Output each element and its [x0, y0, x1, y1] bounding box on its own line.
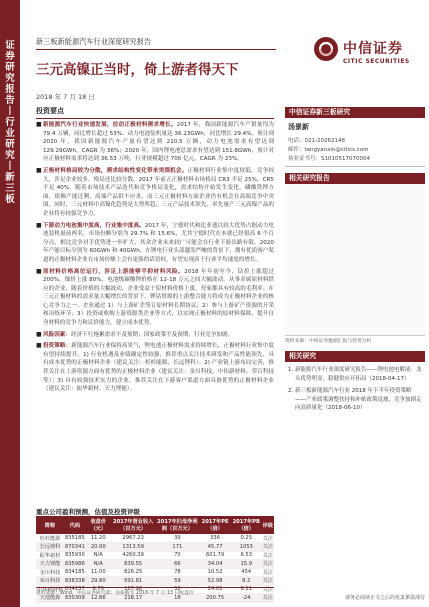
summary-paragraph: [36, 222, 274, 265]
table-cell: 835185: [64, 535, 85, 541]
table-cell: -24: [231, 594, 262, 603]
table-cell: 834185: [64, 569, 85, 576]
column-header: 2017年营业收入（百万元）: [111, 516, 156, 534]
table-cell: 29.80: [86, 577, 111, 586]
summary-body: [36, 121, 274, 503]
table-cell: 839.55: [111, 560, 156, 569]
table-cell: 1313.59: [111, 543, 156, 552]
right-column: [285, 107, 425, 421]
related-item-title[interactable]: 新能源汽车行业深度研究报告——锂电池电解液：龙头优势明显，稳健供应开拓局（2018-04-17）: [295, 367, 422, 382]
analyst-name: 汤景新: [288, 123, 309, 131]
table-cell: 171: [156, 543, 200, 552]
table-cell: 835986: [64, 560, 85, 567]
table-cell: 20.00: [86, 543, 111, 552]
citic-logo: [313, 28, 423, 74]
table-title: 重点公司盈利预测，估值及投资评级: [36, 508, 140, 516]
paragraph-text: 2017 年，宁德时代和比亚迪以较大优势占据动力电池装机量前两名，市场份额分别为 29.7% 和 15.6%，尤其宁德时代在本就已经很高 6 个百分点，相比竞争对手优势进一步扩大，其余企业未来较广可能会在行业下游出路有限。2020 年产能目标分别为 60GWh 和 40GWh，在锂电行业头部越发严峻的背景下，拥有优质客户渠道的正极材料企业在市场份额上会有更强的话语权，有望实现高于行业平均速度的增长。: [43, 222, 274, 263]
table-cell: 601.79: [199, 551, 231, 560]
table-cell: 振华新材: [36, 551, 64, 560]
table-cell: 6.53: [231, 551, 262, 560]
brand-name-cn: 中信证券: [343, 41, 403, 57]
summary-paragraph: [36, 331, 274, 340]
table-header-row: [36, 516, 274, 534]
table-cell: 10.52: [199, 568, 231, 577]
table-row: [36, 551, 274, 560]
summary-heading: 投资要点: [36, 106, 274, 119]
table-cell: 24.01: [199, 585, 231, 594]
table-cell: 2967.23: [111, 534, 156, 543]
table-cell: 870341: [64, 543, 85, 550]
table-cell: 关注: [262, 586, 273, 593]
related-item[interactable]: [288, 366, 422, 383]
table-cell: 关注: [262, 569, 273, 576]
table-cell: 834237: [64, 586, 85, 593]
paragraph-text: 经济下行拖累需求不及预期；国家政策不及预期；行业竞争加剧。: [70, 331, 234, 338]
table-cell: 591.81: [111, 577, 156, 586]
table-cell: 11.20: [86, 534, 111, 543]
table-cell: 454: [231, 568, 262, 577]
table-source: 资料来源：Wind，中信证券研究部；估值截至 2018 年 7 月 13 日收盘价: [36, 587, 274, 596]
table-cell: 关注: [262, 552, 273, 559]
column-header: 收盘价（元）: [86, 516, 111, 534]
table-cell: 15.9: [231, 560, 262, 569]
table-cell: 12.86: [86, 594, 111, 603]
table-row: [36, 534, 274, 543]
paragraph-lead: 原材料价格高位运行，涉足上游能够平抑材料风险。: [43, 268, 185, 275]
related-section-heading: 相关研究: [285, 351, 425, 362]
related-item-number: 2.: [288, 388, 294, 394]
chart-section: [285, 173, 425, 347]
paragraph-lead: 新能源汽车行业快速发展，拉动正极材料需求增长。: [43, 122, 177, 128]
table-cell: 52: [156, 585, 200, 594]
table-cell: 天池能源: [36, 594, 64, 603]
bullet-icon: ■: [36, 267, 42, 275]
table-cell: 8.2: [231, 577, 262, 586]
brand-name-en: CITIC SECURITIES: [343, 58, 410, 65]
table-cell: 0.25: [231, 534, 262, 543]
summary-paragraph: [36, 167, 274, 219]
column-header: 评级: [262, 516, 274, 534]
paragraph-text: 2017 年，我国新能源汽车产销量均为 79.4 万辆，同比增长超过 53%，动力电池装机量达 36.23GWh，同比增长 29.4%。预计到 2020 年，我国新能源汽车产量有望达到 210.5 万辆，动力电池需求有望达到 129.29GWh，CAGR 为 36%；2020 年，国内锂电池总需求有望达到 151.8GWh，预计对应正极材料需求将达到 36.53 万吨，行业规模超过 700 亿元，CAGR 为 23%。: [43, 122, 274, 163]
table-cell: 关注: [262, 561, 273, 568]
column-header: 代码: [64, 516, 86, 534]
paragraph-lead: 下游动力电池集中度高，行业集中度高。: [43, 222, 145, 229]
table-cell: 关注: [262, 578, 273, 585]
column-header: 2017年PB（倍）: [231, 516, 262, 534]
table-cell: N/A: [86, 560, 111, 569]
table-cell: 关注: [262, 544, 273, 551]
table-cell: 关注: [262, 535, 273, 542]
paragraph-text: 2018 年年初至今，钴价上涨超过 200%，镍价上涨 80%，电池级碳酸锂价格在 12-18 万元之间大幅波动。从事金属原材料供应的企业，随着价格的大幅波动，企业受益于原材料价格上涨，每家都具有较高的毛利率。在三元正极材料的需求量大幅增长的背景下，锂钴资源的上游整合能力将成为正极材料企业的核心竞争力之一。企业通过 1）与上游矿企签订原材料长期协议；2）参与上游矿产资源的开采和冶炼环节；3）投资或收购上游资源类企业等方式，以实现正极材料的原材料保障，提升自身材料的竞争力和议价能力，建立成本优势。: [43, 268, 274, 327]
paragraph-text: 新能源汽车行业保持高景气，锂电池正极材料需求持续增长，正极材料行业集中度有望持续提升。1) 行业机遇及业绩确定性较强，推荐重点关注技术研发和产品性能领先、具有成本优势的正极材料企业（建议关注：杉杉能源、长远锂科）；2) 产业链上游布局完善，推荐关注在上游资源方面有优势的正极材料企业（建议关注：金川科技、中伟新材料、荣百科技等）；3) 具有较强技术实力的企业，推荐关注在下游客户渠道方面具备优势的正极材料企业（建议关注：振华新材、天力锂能）。: [43, 343, 274, 393]
related-item-title[interactable]: 新三板新能源汽车行业 2018 年下半年投资策略——产业政策调整扶持和补贴政策退坡，竞争加剧走向高质量化（2018-06-10）: [295, 388, 422, 411]
table-cell: 78: [156, 568, 200, 577]
report-series: 新三板新能源汽车行业深度研究报告: [36, 37, 152, 46]
summary-paragraph: [36, 121, 274, 164]
table-cell: 59: [156, 577, 200, 586]
table-row: [36, 560, 274, 569]
bullet-icon: ■: [36, 330, 42, 338]
table-cell: 4260.39: [111, 551, 156, 560]
chart-source: 资料来源：中保证券数据汇报与投资分析: [285, 339, 372, 344]
analyst-section-heading: 中信证券新三板研究: [285, 107, 425, 118]
table-cell: 34.04: [199, 560, 231, 569]
column-header: 简称: [36, 516, 64, 534]
paragraph-lead: 正极材料格局较为分散，需求结构性变化带来突围机会。: [43, 167, 188, 174]
paragraph-lead: 风险因素：: [43, 331, 71, 338]
table-cell: 835930: [64, 552, 85, 559]
bullet-icon: ■: [36, 221, 42, 229]
chart-section-heading: 相关研究报告: [285, 173, 425, 184]
citic-logo-icon: [313, 36, 339, 62]
related-item-number: 1.: [288, 367, 294, 373]
table-cell: 200.75: [199, 594, 231, 603]
table-cell: 杉杉能源: [36, 534, 64, 543]
header-divider: [36, 49, 276, 50]
analyst-email[interactable]: 邮件：tangyanxin@citics.com: [288, 147, 369, 153]
report-date: 2018 年 7 月 18 日: [36, 93, 95, 101]
table-cell: N/A: [86, 551, 111, 560]
table-cell: 中伟新材料: [37, 586, 63, 593]
chart-placeholder: [285, 184, 425, 336]
table-cell: 45.77: [199, 543, 231, 552]
table-cell: 18: [156, 594, 200, 603]
table-cell: 39: [156, 534, 200, 543]
table-cell: 830309: [64, 594, 85, 601]
analyst-card: [285, 118, 425, 167]
table-cell: 关注: [262, 595, 273, 602]
table-cell: 336: [199, 534, 231, 543]
table-cell: 52.98: [199, 577, 231, 586]
bullet-icon: ■: [36, 121, 42, 128]
report-title: 三元高镍正当时，倚上游者得天下: [36, 62, 239, 78]
table-cell: 天力锂能: [36, 560, 64, 569]
table-cell: 金川科技: [36, 568, 64, 577]
related-section: [285, 351, 425, 421]
left-sidebar: [0, 0, 20, 607]
table-row: [36, 543, 274, 552]
table-cell: 187.98: [111, 585, 156, 594]
table-cell: 11.00: [86, 568, 111, 577]
column-header: 2017年PE（倍）: [199, 516, 231, 534]
bullet-icon: ■: [36, 342, 42, 350]
paragraph-text: 正极材料行业集中度较低，竞争较大，涉足企业较多，格局还比较分散，2017 年前五正极材料市场格局 CR3 不足 25%，CR5 不足 40%，随着市场技术产品迭代和竞争格局变化，需求结构开始发生变化，磷酸铁锂方面，依赖产能过剩，高端产品供不应求，而三元正极材料方面企业仍有机会在高端竞争中突围，同时，三元材料中高镍化趋势是大势所趋，三元产品技术领先、率先量产三元高镍产品的企业将有较强竞争力。: [43, 167, 274, 217]
analyst-license: 执业证书号：S1010517070004: [288, 156, 370, 162]
bullet-icon: ■: [36, 166, 42, 174]
table-cell: 8.11: [231, 585, 262, 594]
paragraph-lead: 投资策略：: [43, 343, 72, 350]
column-header: 2017年归母净利润（百万元）: [156, 516, 200, 534]
table-cell: 6.70: [86, 585, 111, 594]
table-cell: 长远锂科: [36, 543, 64, 552]
table-cell: 838338: [64, 577, 85, 584]
table-cell: 826.25: [111, 568, 156, 577]
page-footer-disclaimer: 请务必阅读正文之后的免责条款部分: [344, 595, 425, 601]
table-cell: 1053: [231, 543, 262, 552]
table-cell: 218.17: [111, 594, 156, 603]
table-row: [36, 577, 274, 586]
table-cell: 70: [156, 551, 200, 560]
summary-paragraph: [36, 268, 274, 328]
sidebar-vertical-text: 证券研究报告 丨行业研究丨新三板: [5, 40, 15, 205]
table-cell: 66: [156, 560, 200, 569]
table-cell: 荣百科技: [36, 577, 64, 586]
related-list: [285, 362, 425, 421]
summary-paragraph: [36, 342, 274, 394]
analyst-phone: 电话：021-20262148: [288, 138, 345, 144]
related-item[interactable]: [288, 387, 422, 413]
table-row: [36, 568, 274, 577]
